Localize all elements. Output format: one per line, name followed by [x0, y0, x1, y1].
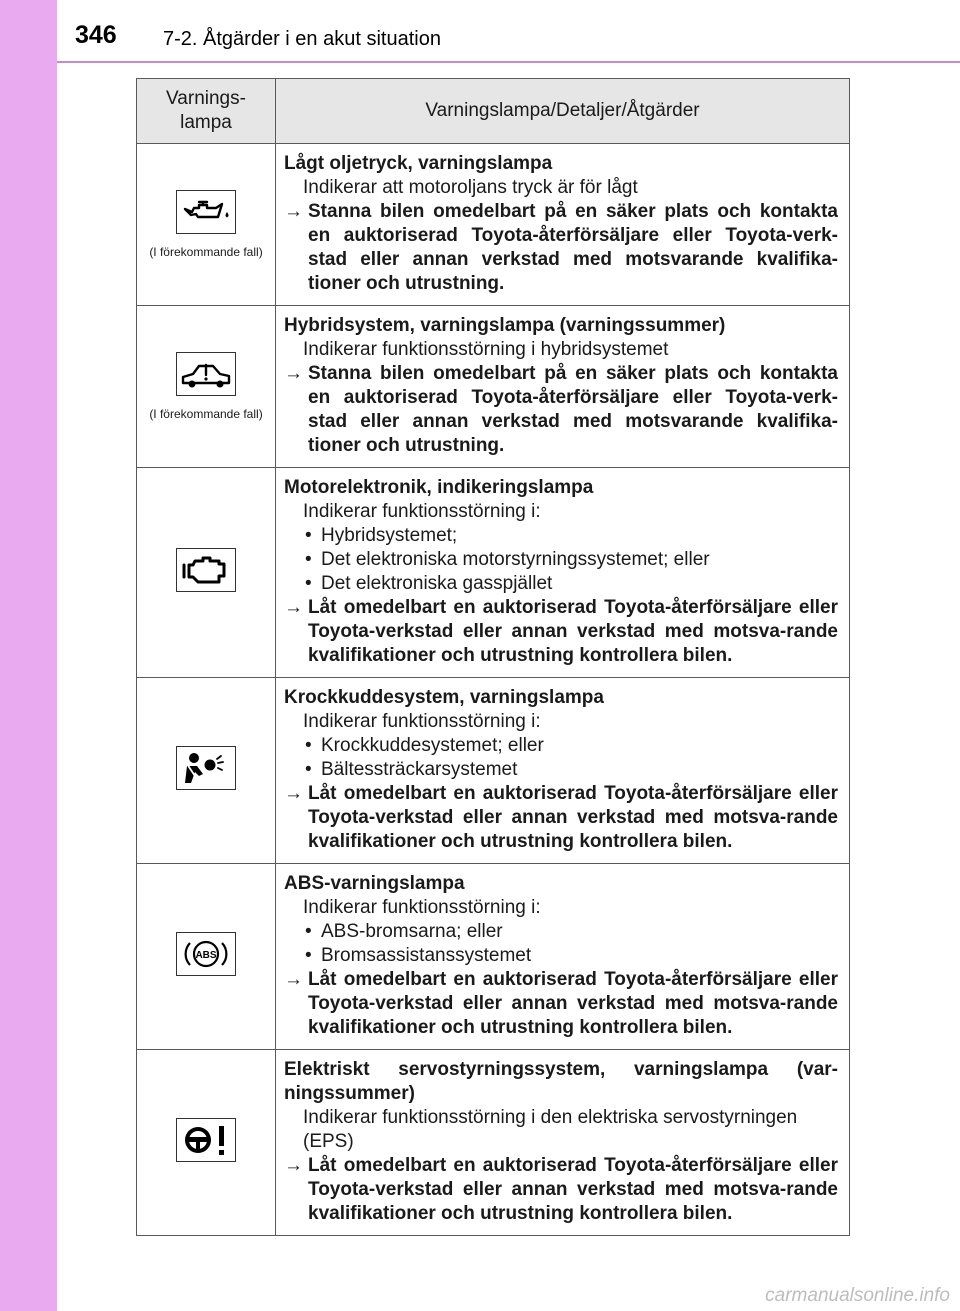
description-cell: [276, 678, 850, 864]
section-title: 7-2. Åtgärder i en akut situation: [163, 28, 441, 50]
list-item: [284, 920, 838, 944]
action-text: Stanna bilen omedelbart på en säker plats och kontakta en auktoriserad Toyota-återförsäljare eller Toyota-verk-stad eller annan verkstad med motsvarande kvalifika-tioner och utrustning.: [308, 201, 838, 294]
lamp-description: Indikerar funktionsstörning i hybridsystemet: [303, 339, 669, 360]
list-item: [284, 758, 838, 782]
lamp-description: Indikerar funktionsstörning i den elektriska servostyrningen (EPS): [303, 1107, 798, 1152]
action-text: Låt omedelbart en auktoriserad Toyota-återförsäljare eller Toyota-verkstad eller annan verkstad med motsva-rande kvalifikationer och utrustning kontrollera bilen.: [308, 969, 838, 1038]
lamp-title: Hybridsystem, varningslampa (varningssummer): [284, 315, 726, 336]
list-item-text: Bromsassistanssystemet: [321, 945, 532, 966]
lamp-title: Lågt oljetryck, varningslampa: [284, 153, 553, 174]
bullet-icon: •: [305, 759, 312, 780]
action-text: Stanna bilen omedelbart på en säker plats och kontakta en auktoriserad Toyota-återförsäljare eller Toyota-verk-stad eller annan verkstad med motsvarande kvalifika-tioner och utrustning.: [308, 363, 838, 456]
bullet-icon: •: [305, 735, 312, 756]
oil-pressure-icon: [176, 190, 236, 234]
bullet-icon: •: [305, 945, 312, 966]
lamp-description: Indikerar funktionsstörning i:: [303, 501, 541, 522]
bullet-icon: •: [305, 921, 312, 942]
column-header-details: Varningslampa/Detaljer/Åtgärder: [276, 79, 850, 144]
engine-check-icon: [176, 548, 236, 592]
list-item: [284, 944, 838, 968]
availability-note: (I förekommande fall): [149, 407, 263, 421]
list-item-text: Krockkuddesystemet; eller: [321, 735, 544, 756]
action-instruction: [284, 968, 838, 1040]
list-item-text: Det elektroniska motorstyrningssystemet; eller: [321, 549, 710, 570]
arrow-icon: →: [284, 201, 303, 222]
table-row: [137, 864, 850, 1050]
description-cell: [276, 144, 850, 306]
list-item: [284, 572, 838, 596]
action-text: Låt omedelbart en auktoriserad Toyota-återförsäljare eller Toyota-verkstad eller annan verkstad med motsva-rande kvalifikationer och utrustning kontrollera bilen.: [308, 1155, 838, 1224]
bullet-icon: •: [305, 525, 312, 546]
side-color-strip: [0, 0, 57, 1311]
airbag-icon: [176, 746, 236, 790]
action-instruction: [284, 1154, 838, 1226]
header-divider: [57, 61, 960, 63]
action-instruction: [284, 782, 838, 854]
arrow-icon: →: [284, 597, 303, 618]
lamp-description: Indikerar funktionsstörning i:: [303, 711, 541, 732]
description-cell: [276, 306, 850, 468]
lamp-title: Krockkuddesystem, varningslampa: [284, 687, 604, 708]
icon-cell: [137, 1050, 276, 1236]
icon-cell: [137, 306, 276, 468]
list-item-text: Hybridsystemet;: [321, 525, 458, 546]
icon-cell: [137, 678, 276, 864]
list-item: [284, 734, 838, 758]
action-instruction: [284, 596, 838, 668]
action-instruction: [284, 200, 838, 296]
table-row: [137, 1050, 850, 1236]
lamp-title: Motorelektronik, indikeringslampa: [284, 477, 594, 498]
action-text: Låt omedelbart en auktoriserad Toyota-återförsäljare eller Toyota-verkstad eller annan verkstad med motsva-rande kvalifikationer och utrustning kontrollera bilen.: [308, 597, 838, 666]
list-item-text: ABS-bromsarna; eller: [321, 921, 503, 942]
description-cell: [276, 1050, 850, 1236]
bullet-icon: •: [305, 573, 312, 594]
abs-icon: [176, 932, 236, 976]
availability-note: (I förekommande fall): [149, 245, 263, 259]
arrow-icon: →: [284, 969, 303, 990]
arrow-icon: →: [284, 783, 303, 804]
lamp-title: ABS-varningslampa: [284, 873, 465, 894]
icon-cell: [137, 864, 276, 1050]
action-instruction: [284, 362, 838, 458]
page-number: 346: [75, 21, 117, 49]
hybrid-system-icon: [176, 352, 236, 396]
lamp-title: Elektriskt servostyrningssystem, varningslampa (var-ningssummer): [284, 1059, 838, 1104]
action-text: Låt omedelbart en auktoriserad Toyota-återförsäljare eller Toyota-verkstad eller annan verkstad med motsva-rande kvalifikationer och utrustning kontrollera bilen.: [308, 783, 838, 852]
table-row: [137, 144, 850, 306]
description-cell: [276, 468, 850, 678]
table-row: [137, 468, 850, 678]
lamp-description: Indikerar att motoroljans tryck är för lågt: [303, 177, 638, 198]
lamp-description: Indikerar funktionsstörning i:: [303, 897, 541, 918]
icon-cell: [137, 468, 276, 678]
bullet-icon: •: [305, 549, 312, 570]
arrow-icon: →: [284, 363, 303, 384]
arrow-icon: →: [284, 1155, 303, 1176]
table-row: [137, 678, 850, 864]
list-item-text: Bältessträckarsystemet: [321, 759, 518, 780]
list-item: [284, 524, 838, 548]
warning-lamp-table: [136, 78, 850, 1236]
list-item: [284, 548, 838, 572]
abs-icon-label: ABS: [195, 950, 217, 961]
list-item-text: Det elektroniska gasspjället: [321, 573, 553, 594]
column-header-lamp: Varnings- lampa: [137, 79, 276, 144]
description-cell: [276, 864, 850, 1050]
power-steering-icon: [176, 1118, 236, 1162]
table-row: [137, 306, 850, 468]
watermark: carmanualsonline.info: [765, 1285, 950, 1306]
icon-cell: [137, 144, 276, 306]
